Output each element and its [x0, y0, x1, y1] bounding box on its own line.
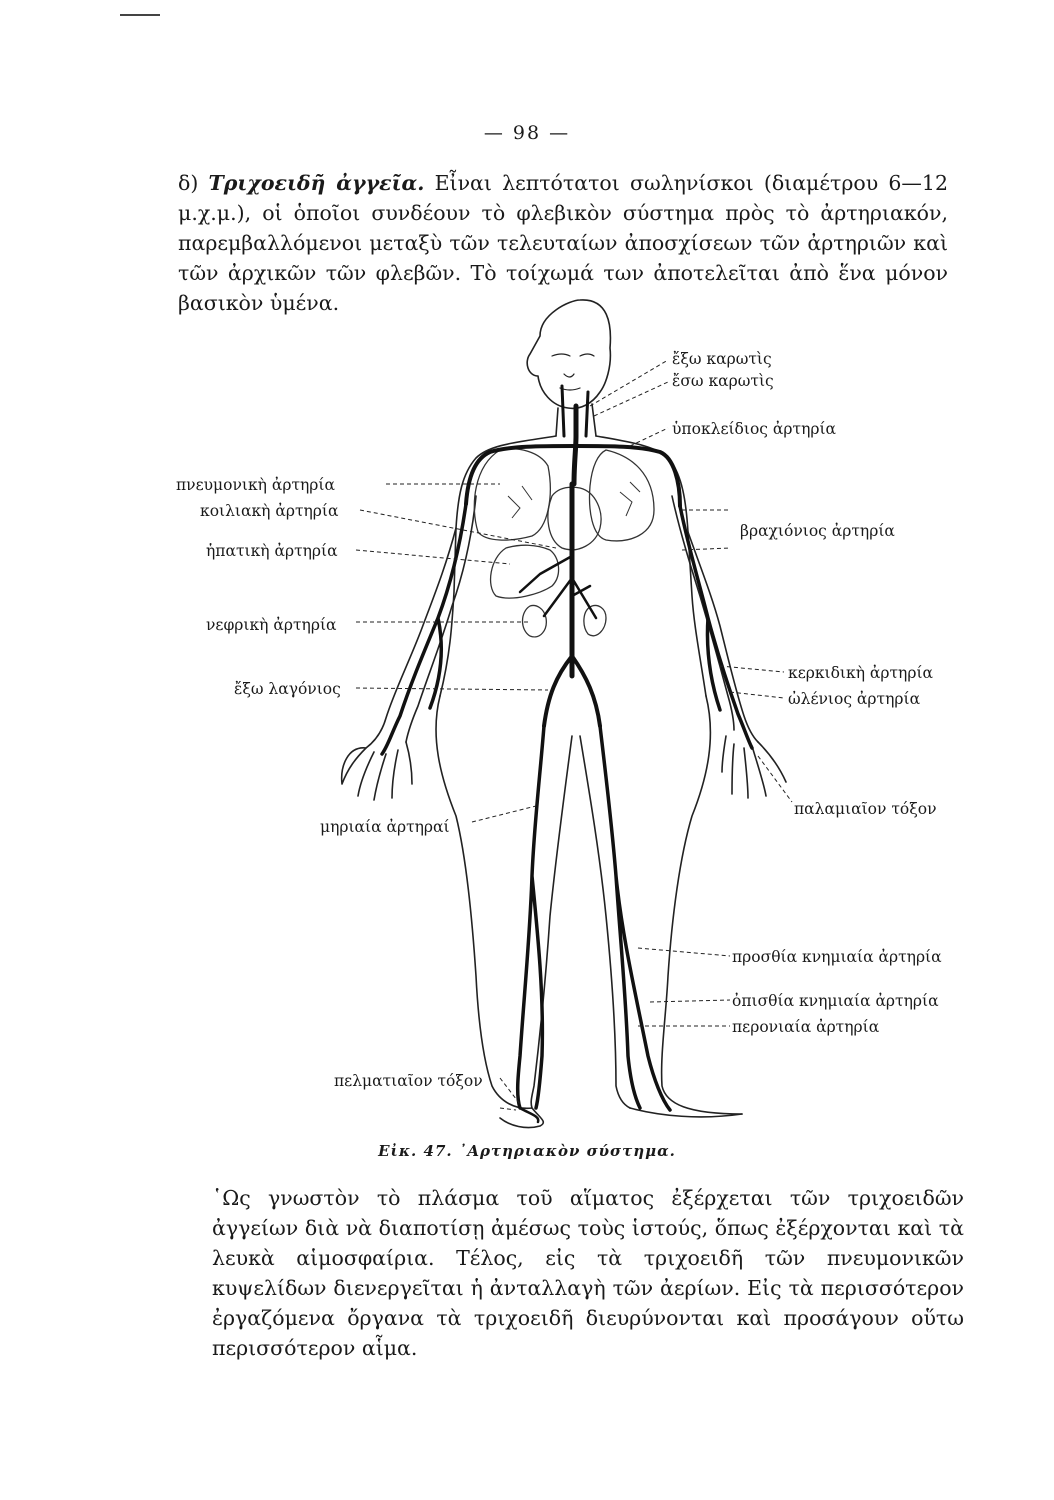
plantar-arch	[520, 1108, 538, 1122]
left-leg-arteries	[518, 726, 544, 1108]
label-pulmonary: πνευμονικὴ ἀρτηρία	[176, 476, 335, 494]
label-subclavian: ὑποκλείδιος ἀρτηρία	[672, 420, 837, 438]
arterial-system-figure	[160, 296, 960, 1136]
leader-external-iliac	[356, 688, 548, 690]
label-femoral: μηριαία ἀρτηραί	[320, 818, 450, 836]
leader-posterior-tibial	[650, 1000, 730, 1002]
label-celiac: κοιλιακὴ ἀρτηρία	[200, 502, 339, 520]
label-internal-carotid: ἔσω καρωτὶς	[672, 372, 774, 390]
bottom-paragraph: ῾Ως γνωστὸν τὸ πλάσμα τοῦ αἵματος ἐξέρχεται τῶν τριχοειδῶν ἀγγείων διὰ νὰ διαποτίσῃ ἀμέσως τοὺς ἱστούς, ὅπως ἐξέρχονται καὶ τὰ λευκὰ αἱμοσφαίρια. Τέλος, εἰς τὰ τριχοειδῆ τῶν πνευμονικῶν κυψελίδων διενεργεῖται ἡ ἀνταλλαγὴ τῶν ἀερίων. Εἰς τὰ περισσότερον ἐργαζόμενα ὄργανα τὰ τριχοειδῆ διευρύνονται καὶ προσάγουν οὕτω περισσότερον αἷμα.	[212, 1186, 964, 1360]
label-external-iliac: ἔξω λαγόνιος	[234, 680, 341, 698]
right-kidney	[584, 606, 606, 636]
label-palmar-arch: παλαμιαῖον τόξον	[794, 800, 937, 818]
scan-edge-mark	[120, 14, 160, 16]
leader-radial	[720, 666, 784, 672]
label-posterior-tibial: ὀπισθία κνημιαία ἀρτηρία	[732, 992, 939, 1010]
label-radial: κερκιδικὴ ἀρτηρία	[788, 664, 934, 682]
label-plantar-arch: πελματιαῖον τόξον	[334, 1072, 483, 1090]
right-leg-arteries	[600, 726, 670, 1110]
left-kidney	[523, 606, 547, 637]
left-hand-outline	[342, 742, 412, 800]
label-ulnar: ὠλένιος ἀρτηρία	[788, 690, 921, 708]
section-text: Εἶναι λεπτότατοι σωληνίσκοι (διαμέτρου 6—12 μ.χ.μ.), οἱ ὁποῖοι συνδέουν τὸ φλεβικὸν σύστημα πρὸς τὸ ἀρτηριακόν, παρεμβαλλόμενοι μεταξὺ τῶν τελευταίων ἀποσχίσεων τῶν ἀρτηριῶν καὶ τῶν ἀρχικῶν τῶν φλεβῶν. Τὸ τοίχωμά των ἀποτελεῖται ἀπὸ ἕνα μόνον βασικὸν ὑμένα.	[178, 171, 949, 315]
label-anterior-tibial: προσθία κνημιαία ἀρτηρία	[732, 948, 942, 966]
right-arm-arteries	[680, 506, 752, 748]
legs-outline	[436, 696, 742, 1114]
liver	[491, 545, 559, 598]
label-peroneal: περονιαία ἀρτηρία	[732, 1018, 880, 1036]
leader-external-carotid	[590, 360, 668, 406]
page-number: — 98 —	[483, 122, 571, 144]
leader-femoral	[472, 806, 536, 822]
section-heading: Τριχοειδῆ ἀγγεῖα.	[208, 171, 425, 195]
leader-hepatic	[356, 550, 510, 564]
body-illustration	[160, 296, 960, 1136]
leader-internal-carotid	[594, 382, 668, 416]
label-hepatic: ἡπατικὴ ἀρτηρία	[206, 542, 338, 560]
label-brachial: βραχιόνιος ἀρτηρία	[740, 522, 895, 540]
figure-caption: Εἰκ. 47. ᾿Αρτηριακὸν σύστημα.	[378, 1142, 676, 1160]
label-renal: νεφρικὴ ἀρτηρία	[206, 616, 337, 634]
right-hand-outline	[722, 736, 786, 798]
head-outline	[527, 300, 610, 408]
section-prefix: δ)	[178, 171, 209, 195]
label-external-carotid: ἔξω καρωτὶς	[672, 350, 772, 368]
abdominal-branches	[520, 556, 596, 618]
left-arm-arteries	[382, 504, 466, 754]
right-lung	[590, 450, 654, 541]
left-lung	[474, 449, 550, 540]
leader-anterior-tibial	[638, 948, 730, 956]
